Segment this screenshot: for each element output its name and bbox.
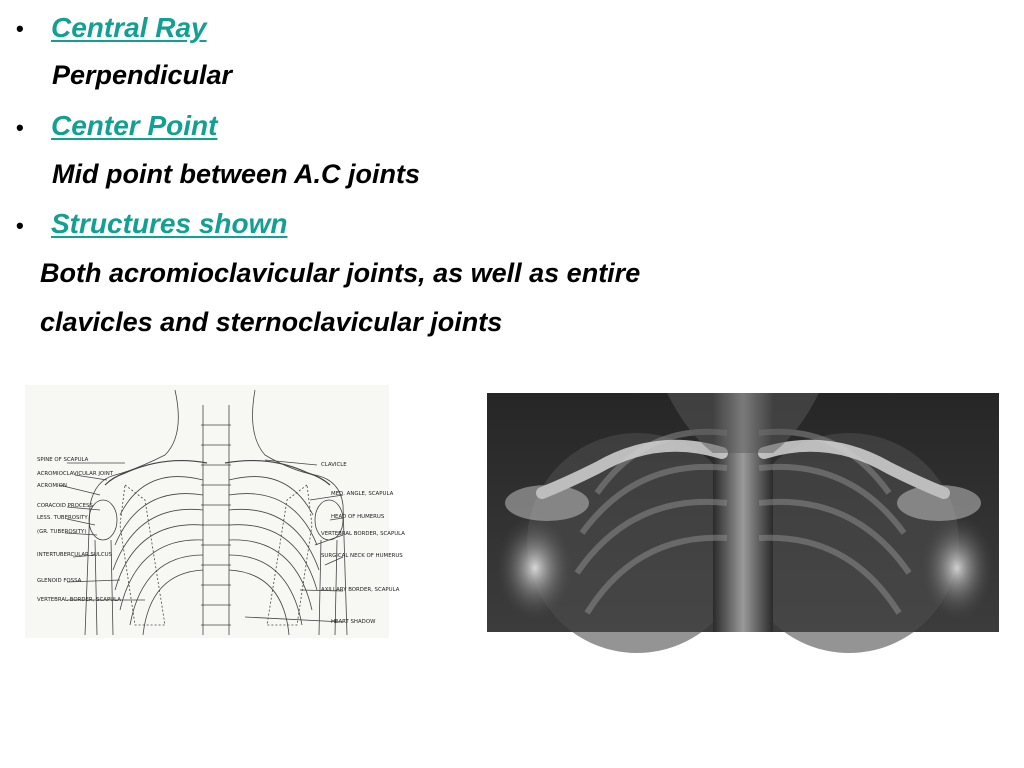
bullet-marker-2: •: [16, 115, 24, 140]
xray-drawing: [487, 393, 999, 632]
diagram-label-right-2: MED. ANGLE, SCAPULA: [331, 491, 394, 497]
diagram-label-left-1: SPINE OF SCAPULA: [37, 457, 89, 463]
diagram-label-right-7: HEART SHADOW: [331, 619, 376, 625]
diagram-label-left-4: CORACOID PROCESS: [37, 503, 93, 509]
text-central-ray: Perpendicular: [52, 60, 233, 90]
diagram-label-left-9: VERTEBRAL BORDER, SCAPULA: [37, 597, 121, 603]
xray-image: [487, 393, 999, 632]
text-structures-line-1: Both acromioclavicular joints, as well as entire: [40, 258, 641, 288]
diagram-label-right-6: AXILLARY BORDER, SCAPULA: [321, 587, 400, 593]
diagram-label-right-3: HEAD OF HUMERUS: [331, 514, 385, 520]
diagram-label-left-6: (GR. TUBEROSITY): [37, 529, 87, 535]
diagram-label-right-1: CLAVICLE: [321, 462, 347, 468]
bullet-marker-3: •: [16, 213, 24, 238]
diagram-label-left-2: ACROMIOCLAVICULAR JOINT: [37, 471, 114, 477]
diagram-label-left-8: GLENOID FOSSA: [37, 578, 82, 584]
diagram-label-left-3: ACROMION: [37, 483, 67, 489]
heading-structures-shown: Structures shown: [51, 208, 288, 239]
anatomical-diagram: [25, 385, 405, 638]
heading-center-point: Center Point: [51, 110, 218, 141]
diagram-label-right-5: SURGICAL NECK OF HUMERUS: [321, 553, 403, 559]
diagram-label-right-4: VERTEBRAL BORDER, SCAPULA: [321, 531, 405, 537]
diagram-label-left-5: LESS. TUBEROSITY: [37, 515, 88, 521]
bullet-marker-1: •: [16, 16, 24, 41]
text-center-point: Mid point between A.C joints: [52, 159, 420, 189]
diagram-label-left-7: INTERTUBERCULAR SULCUS: [37, 552, 112, 558]
text-structures-line-2: clavicles and sternoclavicular joints: [40, 307, 503, 337]
heading-central-ray: Central Ray: [51, 12, 207, 43]
